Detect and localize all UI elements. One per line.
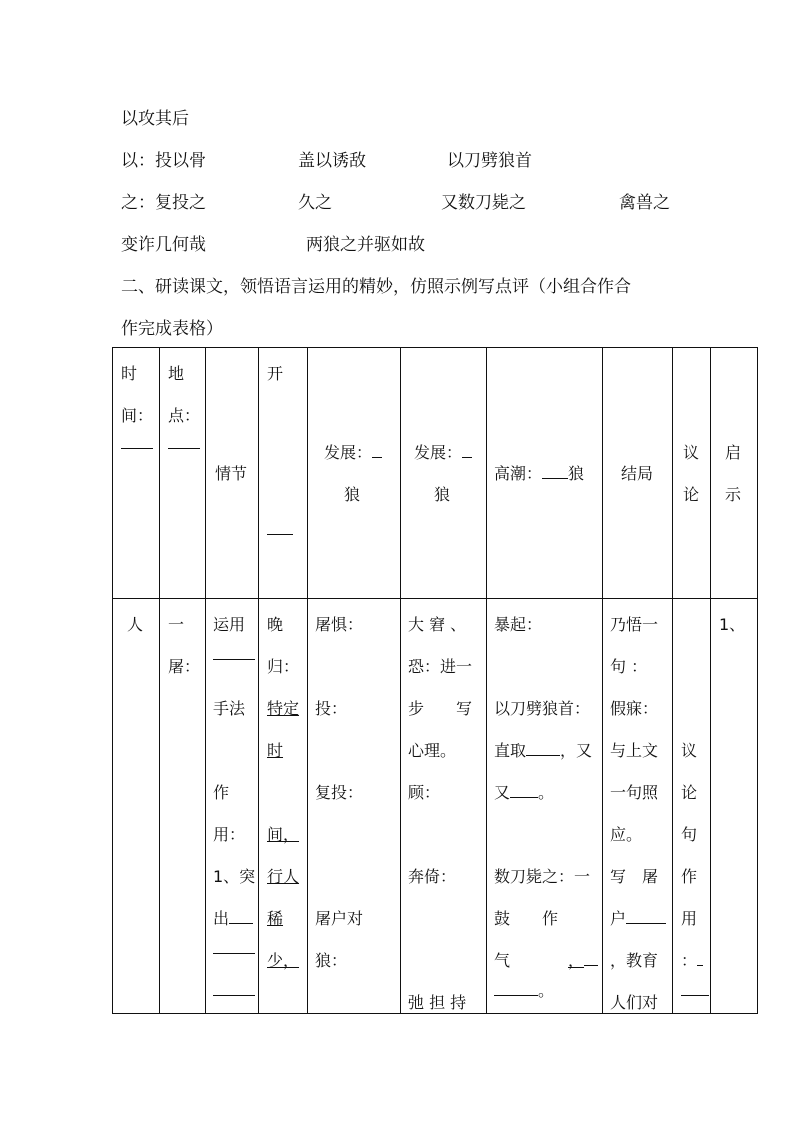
intro-yi-3: 以刀劈狼首 [447,151,532,171]
intro-yi-1: 以：投以骨 [121,151,206,171]
intro-zhi-2: 久之 [298,193,332,213]
intro-yi-2: 盖以诱敌 [298,151,366,171]
reading-table: 时 间： 地 点： 情节 开 发展： 狼 发展： 狼 高潮： 狼 结局 议 论 启 示 人 一 屠： 运用 手法 作 用： 1、突 出 晚 归： 特定 时 间， 行人 稀 少， 屠惧： 投： 复投： 屠户对 狼： 大 窘 、 恐：进一 步 写 心理。 顾： 奔倚： 弛 担 持 暴起： 以刀劈狼首： 直取 ，又 又 。 数刀毙之：一 鼓 作 气 ， 。 乃悟一 句 ： 假寐： 与上文 一句照 应。 写 屠 户 ，教育 人们对 议 论 句 作 用 ： 1、 [112,347,758,1014]
intro-zhi-3: 又数刀毙之 [441,193,526,213]
intro-line4-2: 两狼之并驱如故 [306,235,425,255]
intro-zhi-4: 禽兽之 [619,193,670,213]
task-line1: 二、研读课文，领悟语言运用的精妙，仿照示例写点评（小组合作合 [121,277,631,297]
task-line2: 作完成表格） [121,319,223,339]
intro-zhi-1: 之：复投之 [121,193,206,213]
intro-line4-1: 变诈几何哉 [121,235,206,255]
intro-line1: 以攻其后 [121,109,189,129]
